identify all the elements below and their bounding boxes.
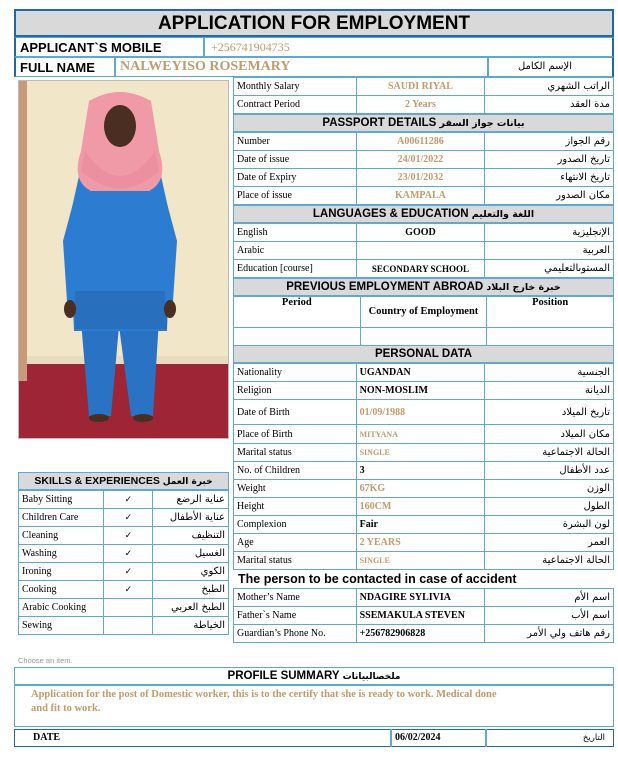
salary-label: Monthly Salary — [234, 78, 357, 96]
arabic-arabic: العربية — [485, 242, 614, 260]
education-value: SECONDARY SCHOOL — [356, 260, 485, 278]
profile-summary-text: Application for the post of Domestic worker, this is to the certify that she is ready to work. Medical done and fit to work. — [31, 689, 497, 714]
table-row — [234, 462, 614, 480]
full-name-value: NALWEYISO ROSEMARY — [120, 59, 291, 74]
personal-table — [233, 363, 614, 570]
profile-header-ar: ملخصالبيانات — [342, 672, 401, 682]
personal-arabic: الديانة — [485, 382, 614, 400]
personal-header: PERSONAL DATA — [233, 345, 614, 363]
english-label: English — [234, 224, 357, 242]
personal-label: Weight — [234, 480, 357, 498]
languages-header-en: LANGUAGES & EDUCATION — [312, 208, 469, 220]
table-row — [234, 534, 614, 552]
table-row — [234, 498, 614, 516]
skill-arabic: عناية الرضع — [153, 491, 229, 509]
skill-arabic: الخياطة — [153, 617, 229, 635]
arabic-label: Arabic — [234, 242, 357, 260]
issue-date-value: 24/01/2022 — [356, 151, 485, 169]
table-row — [234, 151, 614, 169]
date-label: DATE — [33, 732, 61, 743]
previous-header-ar: خبرة خارج البلاد — [486, 282, 561, 293]
personal-arabic: الطول — [485, 498, 614, 516]
skills-header-en: SKILLS & EXPERIENCES — [34, 475, 160, 487]
table-row — [234, 224, 614, 242]
personal-arabic: عدد الأطفال — [485, 462, 614, 480]
skill-label: Children Care — [19, 509, 104, 527]
passport-number-label: Number — [234, 133, 357, 151]
applicant-mobile-label: APPLICANT`S MOBILE — [20, 40, 162, 55]
expiry-date-label: Date of Expiry — [234, 169, 357, 187]
table-row — [19, 545, 229, 563]
personal-value: UGANDAN — [356, 364, 485, 382]
expiry-date-value: 23/01/2032 — [356, 169, 485, 187]
skill-check-icon — [104, 617, 153, 635]
table-row — [234, 297, 614, 328]
applicant-mobile-row — [14, 37, 614, 57]
table-row — [234, 625, 614, 643]
applicant-mobile-value: +256741904735 — [211, 40, 290, 54]
education-label: Education [course] — [234, 260, 357, 278]
full-name-arabic: الإسم الكامل — [517, 61, 572, 72]
skill-arabic: الكوي — [153, 563, 229, 581]
full-name-label: FULL NAME — [20, 60, 95, 75]
table-row — [19, 599, 229, 617]
table-row — [234, 480, 614, 498]
table-row — [234, 260, 614, 278]
col-position: Position — [487, 297, 614, 328]
skill-label: Arabic Cooking — [19, 599, 104, 617]
skills-table — [18, 490, 229, 635]
table-row — [234, 589, 614, 607]
skill-label: Cooking — [19, 581, 104, 599]
table-row — [234, 552, 614, 570]
place-issue-arabic: مكان الصدور — [485, 187, 614, 205]
table-row — [19, 509, 229, 527]
previous-table — [233, 296, 614, 346]
profile-header — [14, 667, 614, 685]
skill-check-icon — [104, 599, 153, 617]
passport-header-en: PASSPORT DETAILS — [322, 117, 437, 129]
skill-check-icon: ✓ — [104, 581, 153, 599]
table-row — [234, 364, 614, 382]
table-row — [234, 96, 614, 114]
personal-value: SINGLE — [356, 444, 485, 462]
previous-header — [233, 278, 614, 296]
col-country: Country of Employment — [360, 297, 487, 328]
empty-cell — [234, 328, 361, 346]
form-title: APPLICATION FOR EMPLOYMENT — [14, 9, 614, 37]
languages-header — [233, 205, 614, 223]
english-arabic: الإنجليزية — [485, 224, 614, 242]
arabic-value — [356, 242, 485, 260]
skill-arabic: الطبخ العربي — [153, 599, 229, 617]
date-row — [14, 729, 614, 747]
table-row — [234, 607, 614, 625]
empty-cell — [487, 328, 614, 346]
passport-header — [233, 114, 614, 132]
personal-arabic: لون البشرة — [485, 516, 614, 534]
profile-header-en: PROFILE SUMMARY — [227, 670, 340, 682]
english-value: GOOD — [356, 224, 485, 242]
date-arabic: التاريخ — [582, 733, 605, 743]
skill-check-icon: ✓ — [104, 563, 153, 581]
skill-check-icon: ✓ — [104, 491, 153, 509]
table-row — [234, 444, 614, 462]
personal-value: 160CM — [356, 498, 485, 516]
personal-value: SINGLE — [356, 552, 485, 570]
table-row — [234, 425, 614, 444]
skill-label: Baby Sitting — [19, 491, 104, 509]
choose-item-placeholder[interactable]: Choose an item. — [18, 656, 73, 665]
applicant-photo — [18, 80, 229, 439]
table-row — [234, 169, 614, 187]
personal-label: Complexion — [234, 516, 357, 534]
contract-value: 2 Years — [356, 96, 485, 114]
personal-label: Religion — [234, 382, 357, 400]
table-row — [19, 527, 229, 545]
expiry-date-arabic: تاريخ الانتهاء — [485, 169, 614, 187]
skill-check-icon: ✓ — [104, 545, 153, 563]
contact-label: Father`s Name — [234, 607, 357, 625]
personal-arabic: الجنسية — [485, 364, 614, 382]
personal-arabic: الوزن — [485, 480, 614, 498]
col-period: Period — [234, 297, 361, 328]
personal-arabic: مكان الميلاد — [485, 425, 614, 444]
contact-value: SSEMAKULA STEVEN — [356, 607, 485, 625]
contact-value: NDAGIRE SYLIVIA — [356, 589, 485, 607]
table-row — [234, 400, 614, 425]
personal-arabic: الحالة الاجتماعية — [485, 552, 614, 570]
skill-arabic: الطبخ — [153, 581, 229, 599]
languages-table — [233, 223, 614, 278]
table-row — [234, 242, 614, 260]
skill-label: Sewing — [19, 617, 104, 635]
skill-arabic: الغسيل — [153, 545, 229, 563]
table-row — [19, 581, 229, 599]
personal-arabic: العمر — [485, 534, 614, 552]
table-row — [234, 133, 614, 151]
profile-summary-box — [14, 685, 614, 727]
personal-label: No. of Children — [234, 462, 357, 480]
skills-header-ar: خبرة العمل — [162, 477, 213, 487]
empty-cell — [360, 328, 487, 346]
personal-value: 2 YEARS — [356, 534, 485, 552]
education-arabic: المستوىالتعليمي — [485, 260, 614, 278]
personal-label: Nationality — [234, 364, 357, 382]
personal-arabic: الحالة الاجتماعية — [485, 444, 614, 462]
table-row — [234, 328, 614, 346]
personal-value: Fair — [356, 516, 485, 534]
skill-label: Washing — [19, 545, 104, 563]
full-name-row — [14, 57, 614, 77]
skill-label: Cleaning — [19, 527, 104, 545]
personal-label: Height — [234, 498, 357, 516]
passport-table — [233, 132, 614, 205]
passport-number-value: A00611286 — [356, 133, 485, 151]
skill-label: Ironing — [19, 563, 104, 581]
personal-value: 67KG — [356, 480, 485, 498]
table-row — [234, 382, 614, 400]
contact-arabic: اسم الأم — [485, 589, 614, 607]
passport-number-arabic: رقم الجواز — [485, 133, 614, 151]
contact-label: Mother’s Name — [234, 589, 357, 607]
personal-label: Date of Birth — [234, 400, 357, 425]
skill-arabic: التنظيف — [153, 527, 229, 545]
personal-label: Place of Birth — [234, 425, 357, 444]
personal-label: Marital status — [234, 552, 357, 570]
contact-header: The person to be contacted in case of accident — [238, 572, 517, 586]
personal-label: Marital status — [234, 444, 357, 462]
applicant-photo-drawing — [19, 81, 229, 439]
previous-header-en: PREVIOUS EMPLOYMENT ABROAD — [286, 281, 484, 293]
skills-header — [18, 472, 229, 490]
salary-table — [233, 77, 614, 114]
table-row — [19, 491, 229, 509]
personal-value: 01/09/1988 — [356, 400, 485, 425]
personal-arabic: تاريخ الميلاد — [485, 400, 614, 425]
contact-label: Guardian’s Phone No. — [234, 625, 357, 643]
place-issue-label: Place of issue — [234, 187, 357, 205]
personal-value: MITYANA — [356, 425, 485, 444]
table-row — [19, 617, 229, 635]
table-row — [234, 78, 614, 96]
contact-arabic: رقم هاتف ولي الأمر — [485, 625, 614, 643]
salary-arabic: الراتب الشهري — [485, 78, 614, 96]
contract-label: Contract Period — [234, 96, 357, 114]
languages-header-ar: اللغة والتعليم — [471, 209, 535, 220]
personal-label: Age — [234, 534, 357, 552]
table-row — [234, 516, 614, 534]
personal-value: 3 — [356, 462, 485, 480]
issue-date-arabic: تاريخ الصدور — [485, 151, 614, 169]
place-issue-value: KAMPALA — [356, 187, 485, 205]
contact-table — [233, 588, 614, 643]
skill-check-icon: ✓ — [104, 527, 153, 545]
salary-value: SAUDI RIYAL — [356, 78, 485, 96]
issue-date-label: Date of issue — [234, 151, 357, 169]
table-row — [234, 187, 614, 205]
passport-header-ar: بيانات جواز السفر — [439, 118, 525, 129]
contact-value: +256782906828 — [356, 625, 485, 643]
skill-arabic: عناية الأطفال — [153, 509, 229, 527]
contract-arabic: مدة العقد — [485, 96, 614, 114]
date-value: 06/02/2024 — [395, 732, 441, 743]
skill-check-icon: ✓ — [104, 509, 153, 527]
contact-arabic: اسم الأب — [485, 607, 614, 625]
personal-value: NON-MOSLIM — [356, 382, 485, 400]
table-row — [19, 563, 229, 581]
